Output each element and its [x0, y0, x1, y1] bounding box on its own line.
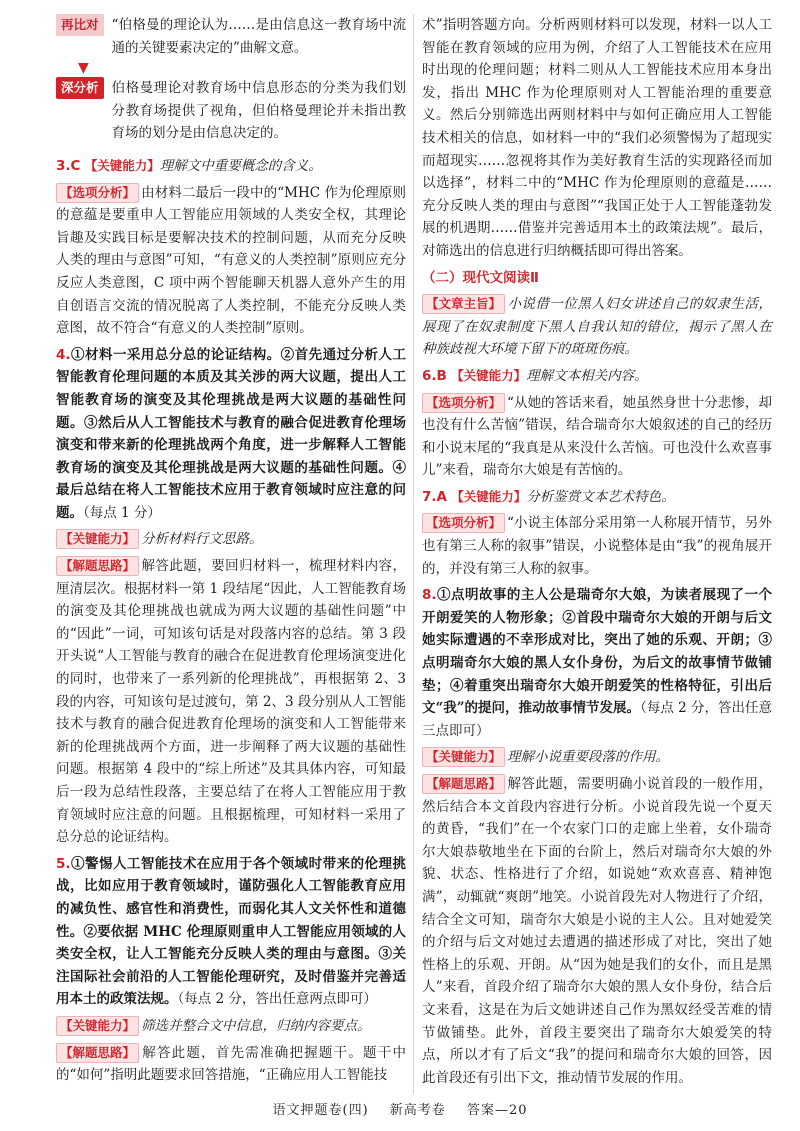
q4-ability-tag: 【关键能力】 — [56, 529, 139, 549]
q7-ability — [422, 486, 772, 509]
deep-analysis-label: 深分析 — [56, 77, 104, 99]
compare-label: 再比对 — [56, 14, 104, 36]
q4-answer-text: ①材料一采用总分总的论证结构。②首先通过分析人工智能教育伦理问题的本质及其关涉的两大议题，提出人工智能教育场的演变及其伦理挑战是两大议题的基础性问题。③然后从人工智能技术与教育的融合促进教育伦理场演变和带来新的伦理挑战两个角度，进一步解释人工智能教育场的演变及其伦理挑战是两大议题的基础性问题。④最后总结在将人工智能技术应用于教育领域时应注意的问题。 — [56, 346, 406, 521]
q8-ability — [422, 746, 772, 769]
right-column — [422, 14, 772, 1093]
q3-ability-text: 理解文中重要概念的含义。 — [159, 157, 322, 174]
q3-option-tag: 【选项分析】 — [56, 183, 139, 203]
q6-number: 6.B — [422, 367, 447, 384]
q5-idea — [56, 1042, 406, 1087]
q5-answer — [56, 853, 406, 1011]
q3-ability-tag: 【关键能力】 — [84, 157, 160, 173]
q7-ability-tag: 【关键能力】 — [451, 488, 527, 504]
q5-ability — [56, 1015, 406, 1038]
down-arrow-icon: ▼ — [78, 60, 89, 77]
column-divider — [413, 14, 414, 1094]
q3-option-text: 由材料二最后一段中的“MHC 作为伦理原则的意蕴是要重申人工智能应用领域的人类安全权，其理论旨趣及实践目标是要解决技术的控制问题，从而充分反映人类的理由与意图”可知，“有意义的人类控制”原则应充分反应人类意图，C 项中两个智能聊天机器人意外产生的用自创语言交流的情况脱离了人类控制，不能充分反映人类意图，故不符合“有意义的人类控制”原则。 — [56, 184, 406, 337]
q4-number: 4. — [56, 346, 71, 363]
q8-ability-tag: 【关键能力】 — [422, 747, 505, 767]
theme-tag: 【文章主旨】 — [422, 294, 505, 314]
footer-page-number: 答案—20 — [466, 1103, 528, 1118]
q8-idea — [422, 773, 772, 1089]
q5-ability-text: 筛选并整合文中信息，归纳内容要点。 — [141, 1017, 371, 1034]
section-title: （二）现代文阅读Ⅱ — [422, 269, 539, 286]
q8-number: 8. — [422, 587, 437, 604]
deep-analysis-block — [56, 77, 406, 145]
q8-idea-tag: 【解题思路】 — [422, 774, 505, 794]
compare-text: “伯格曼的理论认为……是由信息这一教育场中流通的关键要素决定的”曲解文意。 — [111, 17, 406, 56]
q3-option — [56, 182, 406, 340]
q5-number: 5. — [56, 855, 71, 872]
theme-text: 小说借一位黑人妇女讲述自己的奴隶生活，展现了在奴隶制度下黑人自我认知的错位，揭示了黑人在种族歧视大环境下留下的斑斑伤痕。 — [422, 296, 772, 358]
q6-option-text: “从她的答话来看，她虽然身世十分悲惨，却也没有什么苦恼”错误，结合瑞奇尔大娘叙述的自己的经历和小说末尾的“我真是从来没什么苦恼。可也没什么欢喜事儿”来看，瑞奇尔大娘是有苦恼的。 — [422, 394, 772, 479]
q3-ability — [56, 155, 406, 178]
footer-title: 语文押题卷(四) — [272, 1103, 369, 1118]
left-column — [56, 14, 406, 1091]
q6-option — [422, 392, 772, 482]
q8-answer — [422, 584, 772, 742]
q6-ability-tag: 【关键能力】 — [451, 367, 527, 383]
q4-idea — [56, 555, 406, 849]
q5-idea-text: 解答此题，首先需准确把握题干。题干中的“如何”指明此题要求回答措施，“正确应用人工智能技 — [56, 1044, 406, 1084]
q8-ability-text: 理解小说重要段落的作用。 — [507, 749, 670, 766]
footer-exam: 新高考卷 — [389, 1103, 446, 1118]
q4-answer — [56, 344, 406, 525]
q3-number: 3.C — [56, 157, 81, 174]
q5-ability-tag: 【关键能力】 — [56, 1016, 139, 1036]
compare-block — [56, 14, 406, 59]
q7-option-tag: 【选项分析】 — [422, 513, 505, 533]
q4-score: （每点 1 分） — [83, 504, 161, 521]
q7-option-text: “小说主体部分采用第一人称展开情节，另外也有第三人称的叙事”错误，小说整体是由“我”的视角展开的，并没有第三人称的叙事。 — [422, 515, 772, 577]
q8-score: （每点 2 分，答出任意三点即可） — [422, 700, 773, 739]
q5-idea-continued: 术”指明答题方向。分析两则材料可以发现，材料一以人工智能在教育领域的应用为例，介绍了人工智能技术在应用时出现的伦理问题；材料二则从人工智能技术应用本身出发，指出 MHC 作为伦理原则对人工智能治理的重要意义。然后分别筛选出两则材料中与如何正确应用人工智能技术相关的信息，如材料一中的“我们必须警惕为了超现实而超现实……忽视将其作为美好教育生活的实现路径而加以选择”，材料二中的“MHC 作为伦理原则的意蕴是……充分反映人类的理由与意图”“我国正处于人工智能蓬勃发展的机遇期……借鉴并完善适用本土的政策法规”。最后，对筛选出的信息进行归纳概括即可得出答案。 — [422, 17, 772, 259]
q7-number: 7.A — [422, 488, 447, 505]
q5-answer-text: ①警惕人工智能技术在应用于各个领域时带来的伦理挑战，比如应用于教育领域时，谨防强化人工智能教育应用的减负性、感官性和消费性，而弱化其人文关怀性和道德性。②要依据 MHC 伦理原则重申人工智能应用领域的人类安全权，让人工智能充分反映人类的理由与意图。③关注国际社会前沿的人工智能伦理研究，及时借鉴并完善适用本土的政策法规。 — [56, 855, 406, 1008]
theme — [422, 293, 772, 361]
q6-ability-text: 理解文本相关内容。 — [526, 367, 648, 384]
deep-analysis-text: 伯格曼理论对教育场中信息形态的分类为我们划分教育场提供了视角，但伯格曼理论并未指出教育场的划分是由信息决定的。 — [111, 80, 406, 142]
q8-answer-text: ①点明故事的主人公是瑞奇尔大娘，为读者展现了一个开朗爱笑的人物形象；②首段中瑞奇尔大娘的开朗与后文她实际遭遇的不幸形成对比，突出了她的乐观、开朗；③点明瑞奇尔大娘的黑人女仆身份，为后文的故事情节做铺垫；④着重突出瑞奇尔大娘开朗爱笑的性格特征，引出后文“我”的提问，推动故事情节发展。 — [422, 587, 772, 717]
q7-ability-text: 分析鉴赏文本艺术特色。 — [526, 488, 675, 505]
q6-ability — [422, 365, 772, 388]
q4-ability — [56, 528, 406, 551]
q5-idea-tag: 【解题思路】 — [56, 1043, 139, 1063]
q4-idea-text: 解答此题，要回归材料一，梳理材料内容，厘清层次。根据材料一第 1 段结尾“因此，人工智能教育场的演变及其伦理挑战也就成为两大议题的基础性问题”中的“因此”一词，可知该句话是对段落内容的总结。第 3 段开头说“人工智能与教育的融合在促进教育伦理场演变进化的同时，也带来了一系列新的伦理挑战”，再根据第 2、3 段的内容，可知该句是过渡句，第 2、3 段分别从人工智能技术与教育的融合促进教育伦理场的演变和人工智能带来新的伦理挑战两个方面，进一步阐释了两大议题的基础性问题。根据第 4 段中的“综上所述”及其具体内容，可知最后一段为总结性段落，主要总结了在将人工智能应用于教育领域时应注意的问题。且根据梳理，可知材料一采用了总分总的论证结构。 — [56, 558, 406, 846]
page — [56, 14, 773, 1094]
q4-ability-text: 分析材料行文思路。 — [141, 531, 263, 548]
q8-idea-text: 解答此题，需要明确小说首段的一般作用，然后结合本文首段内容进行分析。小说首段先说一个夏天的黄昏，“我们”在一个农家门口的走廊上坐着，女仆瑞奇尔大娘恭敬地坐在下面的台阶上，然后对瑞奇尔大娘的外貌、状态、性格进行了介绍，如说她“欢欢喜喜、精神饱满”，动辄就“爽朗”地笑。小说首段先对人物进行了介绍，结合全文可知，瑞奇尔大娘是小说的主人公。且对她爱笑的介绍与后文对她过去遭遇的描述形成了对比，突出了她性格上的乐观、开朗。从“因为她是我们的女仆，而且是黑人”来看，首段介绍了瑞奇尔大娘的黑人女仆身份，结合后文来看，这是在为后文她讲述自己作为黑奴经受苦难的情节做铺垫。此外，首段主要突出了瑞奇尔大娘爱笑的特点，所以才有了后文“我”的提问和瑞奇尔大娘的回答，因此首段还有引出下文，推动情节发展的作用。 — [422, 776, 772, 1086]
q4-idea-tag: 【解题思路】 — [56, 556, 139, 576]
page-footer — [0, 1100, 800, 1123]
q6-option-tag: 【选项分析】 — [422, 393, 505, 413]
q7-option — [422, 512, 772, 580]
q5-score: （每点 2 分，答出任意两点即可） — [177, 991, 377, 1008]
